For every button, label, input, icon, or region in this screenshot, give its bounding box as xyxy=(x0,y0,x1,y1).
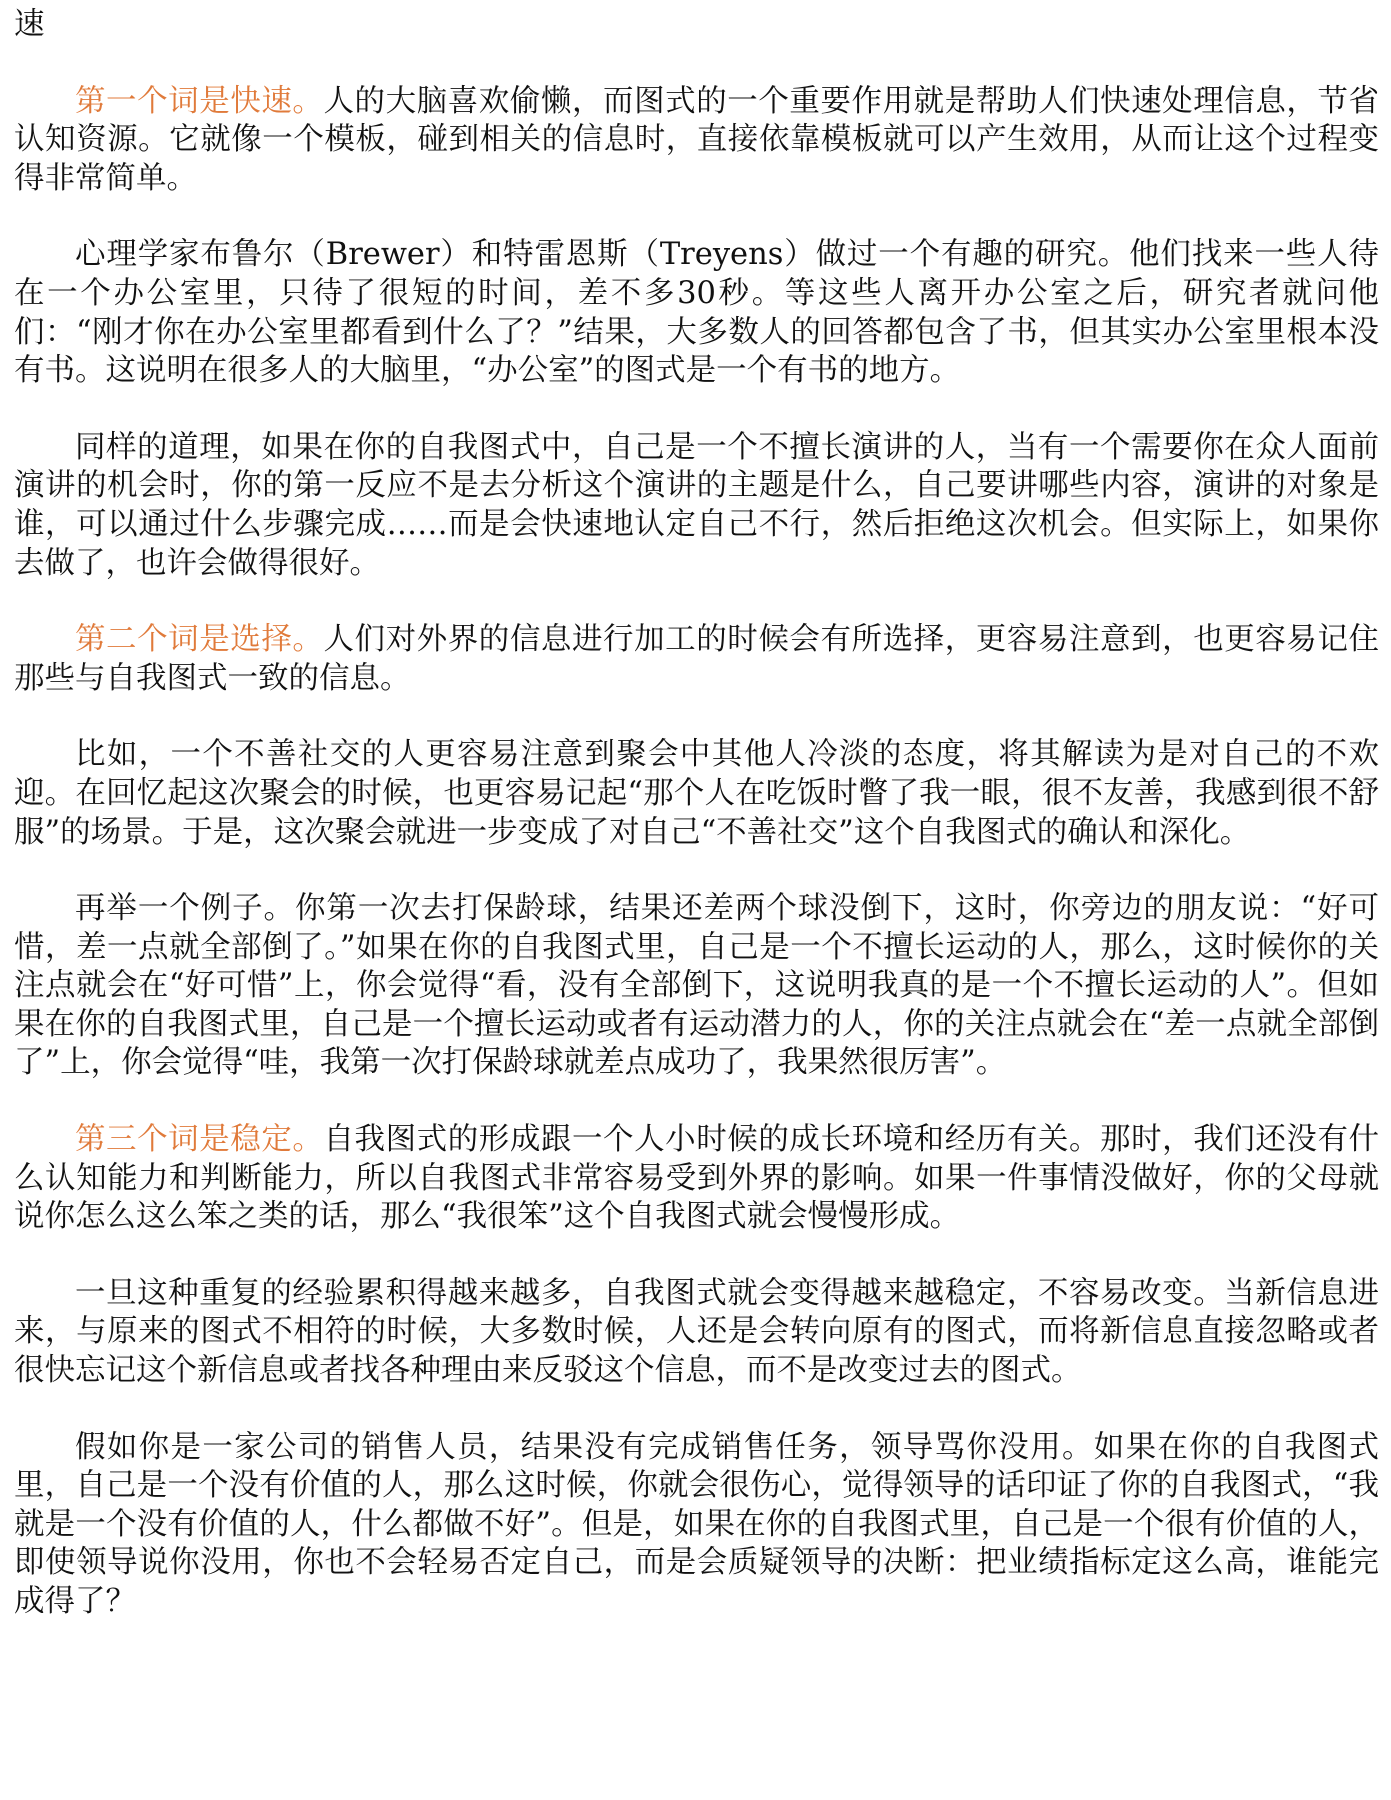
paragraph-4 xyxy=(14,621,1379,698)
paragraph-8 xyxy=(14,1275,1379,1391)
paragraph-7-text: 自我图式的形成跟一个人小时候的成长环境和经历有关。那时，我们还没有什么认知能力和判断能力，所以自我图式非常容易受到外界的影响。如果一件事情没做好，你的父母就说你怎么这么笨之类的话，那么“我很笨”这个自我图式就会慢慢形成。 xyxy=(14,1122,1380,1235)
paragraph-9-text: 假如你是一家公司的销售人员，结果没有完成销售任务，领导骂你没用。如果在你的自我图式里，自己是一个没有价值的人，那么这时候，你就会很伤心，觉得领导的话印证了你的自我图式，“我就是一个没有价值的人，什么都做不好”。但是，如果在你的自我图式里，自己是一个很有价值的人，即使领导说你没用，你也不会轻易否定自己，而是会质疑领导的决断：把业绩指标定这么高，谁能完成得了？ xyxy=(14,1429,1379,1619)
paragraph-4-text: 人们对外界的信息进行加工的时候会有所选择，更容易注意到，也更容易记住那些与自我图式一致的信息。 xyxy=(14,622,1380,696)
paragraph-1 xyxy=(14,83,1379,199)
paragraph-5-text: 比如，一个不善社交的人更容易注意到聚会中其他人冷淡的态度，将其解读为是对自己的不欢迎。在回忆起这次聚会的时候，也更容易记起“那个人在吃饭时瞥了我一眼，很不友善，我感到很不舒服”的场景。于是，这次聚会就进一步变成了对自己“不善社交”这个自我图式的确认和深化。 xyxy=(14,737,1379,850)
paragraph-7-keyword: 第三个词是稳定。 xyxy=(75,1122,324,1158)
paragraph-7 xyxy=(14,1121,1379,1237)
paragraph-6-text: 再举一个例子。你第一次去打保龄球，结果还差两个球没倒下，这时，你旁边的朋友说：“好可惜，差一点就全部倒了。”如果在你的自我图式里，自己是一个不擅长运动的人，那么，这时候你的关注点就会在“好可惜”上，你会觉得“看，没有全部倒下，这说明我真的是一个不擅长运动的人”。但如果在你的自我图式里，自己是一个擅长运动或者有运动潜力的人，你的关注点就会在“差一点就全部倒了”上，你会觉得“哇，我第一次打保龄球就差点成功了，我果然很厉害”。 xyxy=(14,891,1379,1081)
paragraph-3 xyxy=(14,429,1379,583)
paragraph-9 xyxy=(14,1429,1379,1622)
paragraph-2 xyxy=(14,236,1379,390)
document-page xyxy=(14,6,1379,1660)
paragraph-8-text: 一旦这种重复的经验累积得越来越多，自我图式就会变得越来越稳定，不容易改变。当新信息进来，与原来的图式不相符的时候，大多数时候，人还是会转向原有的图式，而将新信息直接忽略或者很快忘记这个新信息或者找各种理由来反驳这个信息，而不是改变过去的图式。 xyxy=(14,1275,1379,1389)
paragraph-6 xyxy=(14,890,1379,1083)
paragraph-3-text: 同样的道理，如果在你的自我图式中，自己是一个不擅长演讲的人，当有一个需要你在众人面前演讲的机会时，你的第一反应不是去分析这个演讲的主题是什么，自己要讲哪些内容，演讲的对象是谁，可以通过什么步骤完成……而是会快速地认定自己不行，然后拒绝这次机会。但实际上，如果你去做了，也许会做得很好。 xyxy=(14,429,1379,581)
leading-fragment: 速 xyxy=(14,7,45,42)
paragraph-4-keyword: 第二个词是选择。 xyxy=(75,622,324,658)
paragraph-1-text: 人的大脑喜欢偷懒，而图式的一个重要作用就是帮助人们快速处理信息，节省认知资源。它就像一个模板，碰到相关的信息时，直接依靠模板就可以产生效用，从而让这个过程变得非常简单。 xyxy=(14,83,1380,196)
paragraph-2-text: 心理学家布鲁尔（Brewer）和特雷恩斯（Treyens）做过一个有趣的研究。他们找来一些人待在一个办公室里，只待了很短的时间，差不多30秒。等这些人离开办公室之后，研究者就问他们：“刚才你在办公室里都看到什么了？”结果，大多数人的回答都包含了书，但其实办公室里根本没有书。这说明在很多人的大脑里，“办公室”的图式是一个有书的地方。 xyxy=(14,237,1379,389)
paragraph-5 xyxy=(14,736,1379,852)
paragraph-1-keyword: 第一个词是快速。 xyxy=(75,83,324,119)
